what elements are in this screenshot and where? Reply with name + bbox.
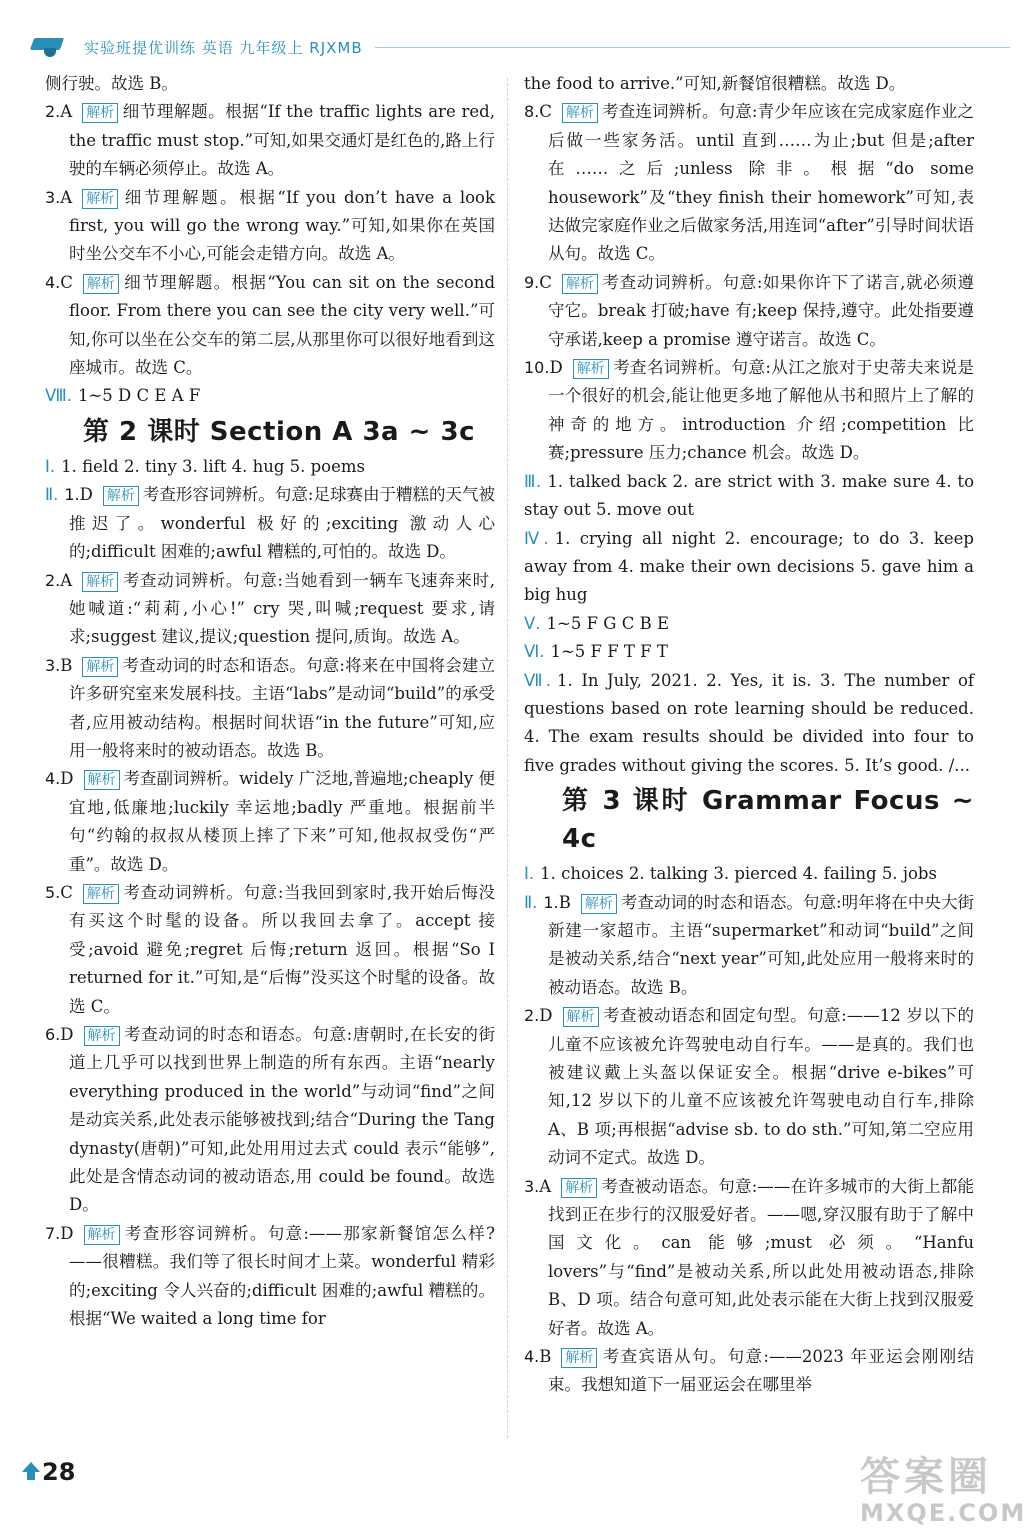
column-divider bbox=[507, 78, 508, 1438]
answer-item: Ⅱ. 1.D 解析 考查形容词辨析。句意:足球赛由于糟糕的天气被推迟了。wonderful 极好的;exciting 激动人心的;difficult 困难的;awful 糟糕的,可怕的。故选 D。 bbox=[45, 485, 495, 562]
section-answers: Ⅶ. 1. In July, 2021. 2. Yes, it is. 3. The number of questions based on rote learning should be reduced. 4. The exam results should be divided into four to five grades without giving the scores. 5. It’s good. /... bbox=[524, 670, 974, 775]
analysis-tag: 解析 bbox=[561, 1178, 597, 1198]
section-answers: Ⅲ. 1. talked back 2. are strict with 3. make sure 4. to stay out 5. move out bbox=[524, 471, 975, 520]
answer-item: 3.A 解析 细节理解题。根据“If you don’t have a look first, you will go the wrong way.”可知,如果你在英国时坐公交车不小心,可能会走错方向。故选 A。 bbox=[45, 187, 495, 264]
analysis-tag: 解析 bbox=[562, 103, 598, 123]
analysis-tag: 解析 bbox=[84, 770, 120, 790]
analysis-tag: 解析 bbox=[84, 1026, 120, 1046]
site-watermark: 答案圈 MXQE.COM bbox=[860, 1454, 1027, 1527]
answer-item: 3.B 解析 考查动词的时态和语态。句意:将来在中国将会建立许多研究室来发展科技。主语“labs”是动词“build”的承受者,应用被动结构。根据时间状语“in the future”可知,应用一般将来时的被动语态。故选 B。 bbox=[45, 655, 495, 760]
answer-item: 4.B 解析 考查宾语从句。句意:——2023 年亚运会刚刚结束。我想知道下一届亚运会在哪里举 bbox=[524, 1347, 974, 1395]
answer-item: 8.C 解析 考查连词辨析。句意:青少年应该在完成家庭作业之后做一些家务活。until 直到……为止;but 但是;after 在……之后;unless 除非。根据“do some housework”及“they finish their homework”可知,表达做完家庭作业之后做家务活,用连词“after”引导时间状语从句。故选 C。 bbox=[524, 102, 974, 264]
answer-item: 4.D 解析 考查副词辨析。widely 广泛地,普遍地;cheaply 便宜地,低廉地;luckily 幸运地;badly 严重地。根据前半句“约翰的叔叔从楼顶上摔了下来”可知,他叔叔受伤“严重”。故选 D。 bbox=[45, 769, 495, 874]
answer-item: 6.D 解析 考查动词的时态和语态。句意:唐朝时,在长安的街道上几乎可以找到世界上制造的所有东西。主语“nearly everything produced in the world”与动词“find”之间是动宾关系,此处表示能够被找到;结合“During the Tang dynasty(唐朝)”可知,此处用用过去式 could 表示“能够”,此处是含情态动词的被动语态,用 could be found。故选 D。 bbox=[45, 1025, 495, 1215]
analysis-tag: 解析 bbox=[83, 884, 119, 904]
continued-text: the food to arrive.”可知,新餐馆很糟糕。故选 D。 bbox=[524, 74, 906, 93]
analysis-tag: 解析 bbox=[82, 189, 118, 209]
header-rule bbox=[375, 47, 1010, 48]
answer-item: 3.A 解析 考查被动语态。句意:——在许多城市的大街上都能找到正在步行的汉服爱好者。——嗯,穿汉服有助于了解中国文化。can 能够;must 必须。“Hanfu lovers”与“find”是被动关系,所以此处用被动语态,排除 B、D 项。结合句意可知,此处表示能在大街上找到汉服爱好者。故选 A。 bbox=[524, 1176, 974, 1338]
answer-item: 2.D 解析 考查被动语态和固定句型。句意:——12 岁以下的儿童不应该被允许驾驶电动自行车。——是真的。我们也被建议戴上头盔以保证安全。根据“drive e-bikes”可知,12 岁以下的儿童不应该被允许驾驶电动自行车,排除 A、B 项;再根据“advise sb. to do sth.”可知,第二空应用动词不定式。故选 D。 bbox=[524, 1006, 974, 1168]
lesson-title: 第 2 课时 Section A 3a ~ 3c bbox=[83, 416, 475, 447]
right-column bbox=[524, 70, 974, 1400]
analysis-tag: 解析 bbox=[573, 359, 609, 379]
answer-item: 7.D 解析 考查形容词辨析。句意:——那家新餐馆怎么样?——很糟糕。我们等了很长时间才上菜。wonderful 精彩的;exciting 令人兴奋的;difficult 困难的;awful 糟糕的。根据“We waited a long time for bbox=[45, 1223, 495, 1329]
answer-item: Ⅱ. 1.B 解析 考查动词的时态和语态。句意:明年将在中央大街新建一家超市。主语“supermarket”和动词“build”之间是被动关系,结合“next year”可知,此处应用一般将来时的被动语态。故选 B。 bbox=[524, 892, 974, 997]
section-answers: Ⅵ. 1~5 F F T F T bbox=[524, 642, 668, 662]
section-answers: Ⅳ. 1. crying all night 2. encourage; to do 3. keep away from 4. make their own decisions 5. gave him a big hug bbox=[524, 528, 974, 605]
section-answers: Ⅰ. 1. field 2. tiny 3. lift 4. hug 5. poems bbox=[45, 456, 365, 476]
analysis-tag: 解析 bbox=[82, 103, 118, 123]
analysis-tag: 解析 bbox=[103, 486, 139, 506]
page-number-label: 28 bbox=[42, 1458, 76, 1486]
analysis-tag: 解析 bbox=[563, 1007, 599, 1027]
analysis-tag: 解析 bbox=[581, 894, 617, 914]
answer-item: 4.C 解析 细节理解题。根据“You can sit on the second floor. From there you can see the city very well.”可知,你可以坐在公交车的第二层,从那里你可以很好地看到这座城市。故选 C。 bbox=[45, 272, 495, 378]
answer-item: 2.A 解析 细节理解题。根据“If the traffic lights are red, the traffic must stop.”可知,如果交通灯是红色的,路上行驶的车辆必须停止。故选 A。 bbox=[45, 102, 495, 179]
section-answers: Ⅰ. 1. choices 2. talking 3. pierced 4. failing 5. jobs bbox=[524, 864, 937, 884]
answer-item: 5.C 解析 考查动词辨析。句意:当我回到家时,我开始后悔没有买这个时髦的设备。所以我回去拿了。accept 接受;avoid 避免;regret 后悔;return 返回。根据“So I returned for it.”可知,是“后悔”没买这个时髦的设备。故选 C。 bbox=[45, 882, 495, 1016]
page-header bbox=[30, 34, 1010, 60]
continued-text: 侧行驶。故选 B。 bbox=[45, 74, 178, 93]
analysis-tag: 解析 bbox=[562, 274, 598, 294]
section-answers: Ⅴ. 1~5 F G C B E bbox=[524, 613, 670, 633]
analysis-tag: 解析 bbox=[84, 1225, 120, 1245]
graduation-cap-icon bbox=[30, 34, 70, 60]
analysis-tag: 解析 bbox=[82, 572, 118, 592]
analysis-tag: 解析 bbox=[561, 1348, 597, 1368]
lesson-title: 第 3 课时 Grammar Focus ~ 4c bbox=[562, 786, 974, 855]
answer-item: 2.A 解析 考查动词辨析。句意:当她看到一辆车飞速奔来时,她喊道:“莉莉,小心!” cry 哭,叫喊;request 要求,请求;suggest 建议,提议;question 提问,质询。故选 A。 bbox=[45, 570, 495, 647]
answer-item: 9.C 解析 考查动词辨析。句意:如果你许下了诺言,就必须遵守它。break 打破;have 有;keep 保持,遵守。此处指要遵守承诺,keep a promise 遵守诺言。故选 C。 bbox=[524, 272, 974, 349]
analysis-tag: 解析 bbox=[83, 274, 119, 294]
analysis-tag: 解析 bbox=[82, 657, 118, 677]
answer-item: 10.D 解析 考查名词辨析。句意:从江之旅对于史蒂夫来说是一个很好的机会,能让他更多地了解他从书和照片上了解的神奇的地方。introduction 介绍;competition 比赛;pressure 压力;chance 机会。故选 D。 bbox=[524, 358, 974, 463]
page-number bbox=[22, 1458, 75, 1486]
left-column bbox=[45, 70, 495, 1333]
arrow-up-icon bbox=[22, 1462, 40, 1482]
section-answers: Ⅷ. 1~5 D C E A F bbox=[45, 386, 201, 406]
header-title: 实验班提优训练 英语 九年级上 RJXMB bbox=[84, 38, 363, 57]
